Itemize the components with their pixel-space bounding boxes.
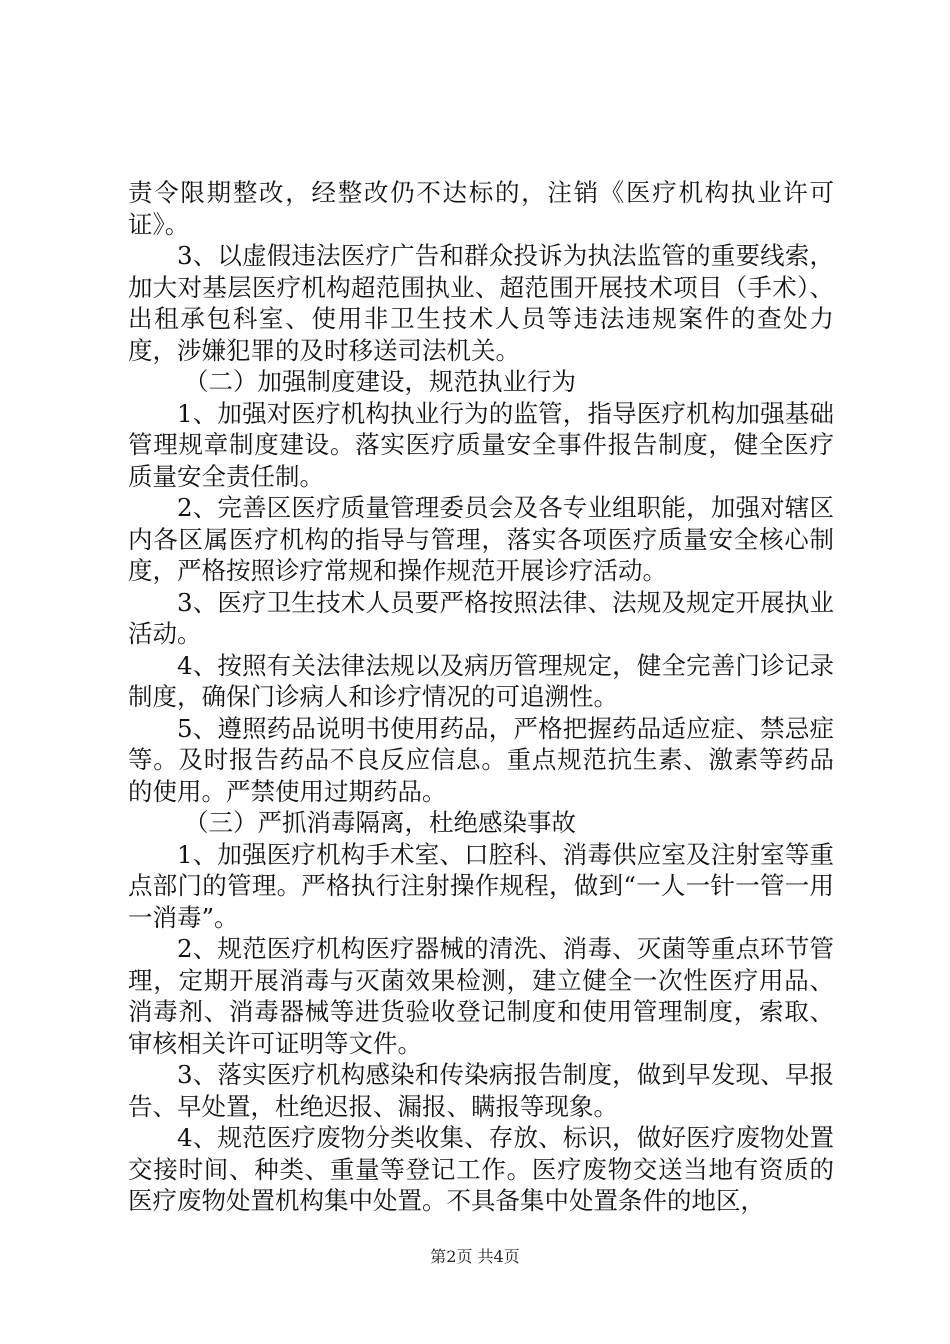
list-item: 3、落实医疗机构感染和传染病报告制度，做到早发现、早报告、早处置，杜绝迟报、漏报、瞒报等现象。 (128, 1060, 834, 1121)
paragraph: 责令限期整改，经整改仍不达标的，注销《医疗机构执业许可证》。 (128, 178, 834, 239)
list-item: 2、完善区医疗质量管理委员会及各专业组职能，加强对辖区内各区属医疗机构的指导与管理，落实各项医疗质量安全核心制度，严格按照诊疗常规和操作规范开展诊疗活动。 (128, 493, 834, 585)
list-item: 1、加强医疗机构手术室、口腔科、消毒供应室及注射室等重点部门的管理。严格执行注射操作规程，做到“一人一针一管一用一消毒”。 (128, 839, 834, 932)
list-item: 3、以虚假违法医疗广告和群众投诉为执法监管的重要线索，加大对基层医疗机构超范围执业、超范围开展技术项目（手术）、出租承包科室、使用非卫生技术人员等违法违规案件的查处力度，涉嫌犯罪的及时移送司法机关。 (128, 241, 834, 365)
list-item: 3、医疗卫生技术人员要严格按照法律、法规及规定开展执业活动。 (128, 587, 834, 648)
list-item: 4、按照有关法律法规以及病历管理规定，健全完善门诊记录制度，确保门诊病人和诊疗情况的可追溯性。 (128, 650, 834, 711)
section-heading: （二）加强制度建设，规范执业行为 (184, 367, 576, 396)
section-heading: （三）严抓消毒隔离，杜绝感染事故 (184, 808, 576, 837)
page-number: 第2页 共4页 (430, 1247, 520, 1266)
document-body (128, 177, 834, 1217)
list-item: 5、遵照药品说明书使用药品，严格把握药品适应症、禁忌症等。及时报告药品不良反应信息。重点规范抗生素、激素等药品的使用。严禁使用过期药品。 (128, 713, 834, 806)
list-item: 1、加强对医疗机构执业行为的监管，指导医疗机构加强基础管理规章制度建设。落实医疗质量安全事件报告制度，健全医疗质量安全责任制。 (128, 398, 834, 491)
list-item: 2、规范医疗机构医疗器械的清洗、消毒、灭菌等重点环节管理，定期开展消毒与灭菌效果检测，建立健全一次性医疗用品、消毒剂、消毒器械等进货验收登记制度和使用管理制度，索取、审核相关许可证明等文件。 (128, 934, 834, 1058)
page-footer (0, 1244, 950, 1267)
list-item: 4、规范医疗废物分类收集、存放、标识，做好医疗废物处置交接时间、种类、重量等登记工作。医疗废物交送当地有资质的医疗废物处置机构集中处置。不具备集中处置条件的地区， (128, 1123, 834, 1215)
